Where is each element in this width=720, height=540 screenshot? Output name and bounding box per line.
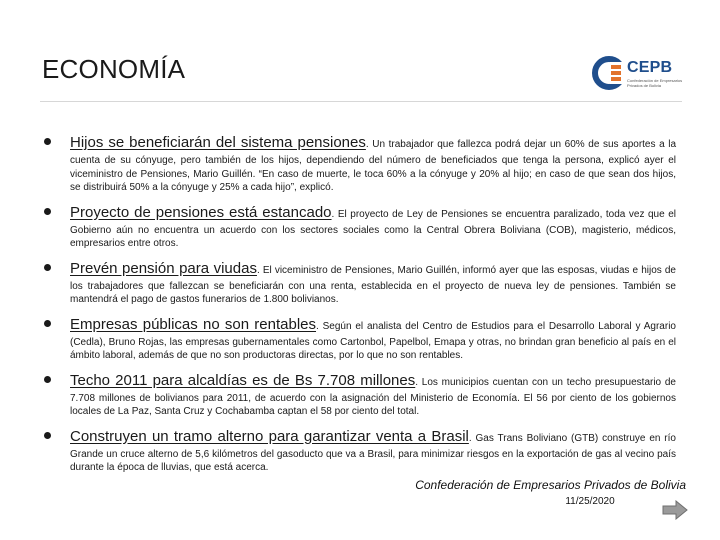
news-item [44,258,676,307]
news-item [44,314,676,363]
logo-wordmark: CEPB [627,59,673,76]
news-body: . Según el analista del Centro de Estudios para el Desarrollo Laboral y Agrario (Cedla), Bruno Rojas, las empresas gubernamentales como Cartonbol, Papelbol, Emapa y otras, no brindan gran beneficio al país en el ámbito laboral, además de que no son productoras directas, por lo que no son rentables. [70,320,676,361]
news-body: . Un trabajador que fallezca podrá dejar un 60% de sus aportes a la cuenta de su cónyuge, pero también de los hijos, dependiendo del número de beneficiados que tenga la persona, explicó ayer el viceministro de Pensiones, Mario Guillén. “En caso de muerte, le toca 60% a la cónyuge y 20% al hijo; en caso de que sean dos hijos, se distribuirá 50% a la cónyuge y 25% a cada hijo”, explicó. [70,139,677,193]
page-title: ECONOMÍA [42,54,186,84]
footer-date: 11/25/2020 [565,496,615,507]
news-headline[interactable]: Construyen un tramo alterno para garantizar venta a Brasil [70,427,469,445]
bullet-icon [44,138,51,145]
news-headline[interactable]: Proyecto de pensiones está estancado [70,203,332,221]
news-body: . El viceministro de Pensiones, Mario Guillén, informó ayer que las esposas, viudas e hijos de los trabajadores que fallezcan se beneficiarán con una renta, establecida en el proyecto de nueva ley de pensiones. También se mantendrá el pago de gastos funerarios de 1.800 bolivianos. [70,264,676,305]
bullet-icon [44,208,51,215]
news-headline[interactable]: Prevén pensión para viudas [70,259,257,277]
news-item-text [70,202,676,251]
news-headline[interactable]: Techo 2011 para alcaldías es de Bs 7.708 millones [70,371,416,389]
news-item-text [70,258,676,307]
news-headline[interactable]: Empresas públicas no son rentables [70,315,317,333]
news-item-text [70,426,676,475]
news-item [44,426,676,475]
cepb-logo [592,56,684,92]
arrow-right-icon [661,500,689,520]
footer-organization: Confederación de Empresarios Privados de Bolivia [415,478,686,492]
bullet-icon [44,376,51,383]
cepb-logo-icon [592,56,626,90]
title-divider [40,101,682,102]
news-item-text [70,132,676,195]
news-body: . El proyecto de Ley de Pensiones se encuentra paralizado, toda vez que el Gobierno aún no encuentra un acuerdo con los sectores sociales como la Central Obrera Boliviana (COB), magisterio, médicos, empresarios entre otros. [70,208,676,249]
bullet-icon [44,320,51,327]
news-item [44,370,676,419]
news-body: . Los municipios cuentan con un techo presupuestario de 7.708 millones de bolivianos para 2011, de acuerdo con la asignación del Ministerio de Economía. El 56 por ciento de los gobiernos locales de La Paz, Santa Cruz y Cochabamba captan el 58 por ciento del total. [70,376,676,417]
next-slide-button[interactable] [661,500,689,520]
bullet-icon [44,264,51,271]
news-body: . Gas Trans Boliviano (GTB) construye en río Grande un cruce alterno de 5,6 kilómetros del gasoducto que va a Brasil, para minimizar riesgos en la exportación de gas al vecino país durante la época de lluvias, que está acerca. [70,432,676,473]
news-item-text [70,314,676,363]
news-list [44,132,676,482]
news-item [44,202,676,251]
news-item [44,132,676,195]
logo-subtitle: Confederación de Empresarios Privados de Bolivia [627,78,683,88]
news-headline[interactable]: Hijos se beneficiarán del sistema pensiones [70,134,366,151]
news-item-text [70,370,676,419]
bullet-icon [44,432,51,439]
